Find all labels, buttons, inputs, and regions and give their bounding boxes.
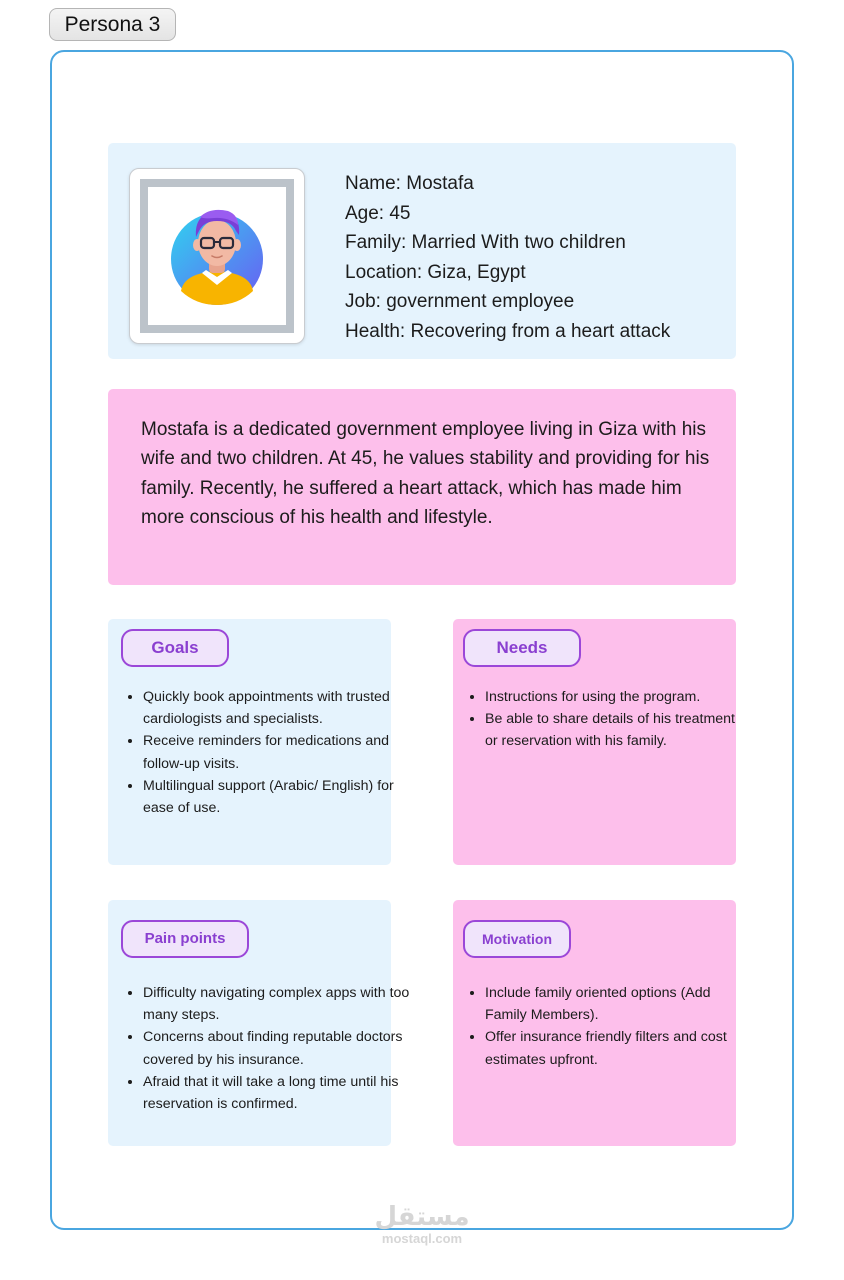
goals-list: [121, 686, 405, 819]
watermark-latin: mostaql.com: [381, 1231, 463, 1246]
list-item: • Quickly book appointments with trusted cardiologists and specialists.: [143, 686, 405, 730]
goals-title: Goals: [121, 629, 229, 667]
person-glasses-avatar-icon: [148, 187, 286, 325]
list-item: • Offer insurance friendly filters and cost estimates upfront.: [485, 1026, 753, 1070]
motivation-list: [463, 982, 753, 1071]
profile-health: Health: Recovering from a heart attack: [345, 320, 671, 342]
needs-title: Needs: [463, 629, 581, 667]
list-item: • Include family oriented options (Add Family Members).: [485, 982, 753, 1026]
profile-details: [345, 169, 670, 346]
profile-job: Job: government employee: [345, 291, 575, 312]
list-item: • Be able to share details of his treatment or reservation with his family.: [485, 708, 747, 752]
persona-tag: Persona 3: [49, 8, 176, 41]
list-item: • Instructions for using the program.: [485, 686, 747, 708]
needs-list: [463, 686, 747, 753]
pain-points-list: [121, 982, 411, 1115]
list-item: • Receive reminders for medications and follow-up visits.: [143, 730, 405, 774]
list-item: • Difficulty navigating complex apps with too many steps.: [143, 982, 411, 1026]
avatar: [129, 168, 305, 344]
motivation-title: Motivation: [463, 920, 571, 958]
profile-family: Family: Married With two children: [345, 232, 626, 253]
list-item: • Concerns about finding reputable doctors covered by his insurance.: [143, 1026, 411, 1070]
profile-age: Age: 45: [345, 202, 411, 224]
watermark-arabic: مستقل: [374, 1202, 470, 1232]
list-item: • Multilingual support (Arabic/ English) for ease of use.: [143, 775, 405, 819]
bio-text: Mostafa is a dedicated government employee living in Giza with his wife and two children. At 45, he values stability and providing for his family. Recently, he suffered a heart attack, which has made him more conscious of his health and lifestyle.: [141, 419, 710, 529]
list-item: • Afraid that it will take a long time until his reservation is confirmed.: [143, 1071, 411, 1115]
profile-name: Name: Mostafa: [345, 173, 474, 194]
watermark-logo: [360, 1202, 484, 1246]
avatar-picture-frame: [140, 179, 294, 333]
profile-location: Location: Giza, Egypt: [345, 261, 526, 283]
pain-points-title: Pain points: [121, 920, 249, 958]
